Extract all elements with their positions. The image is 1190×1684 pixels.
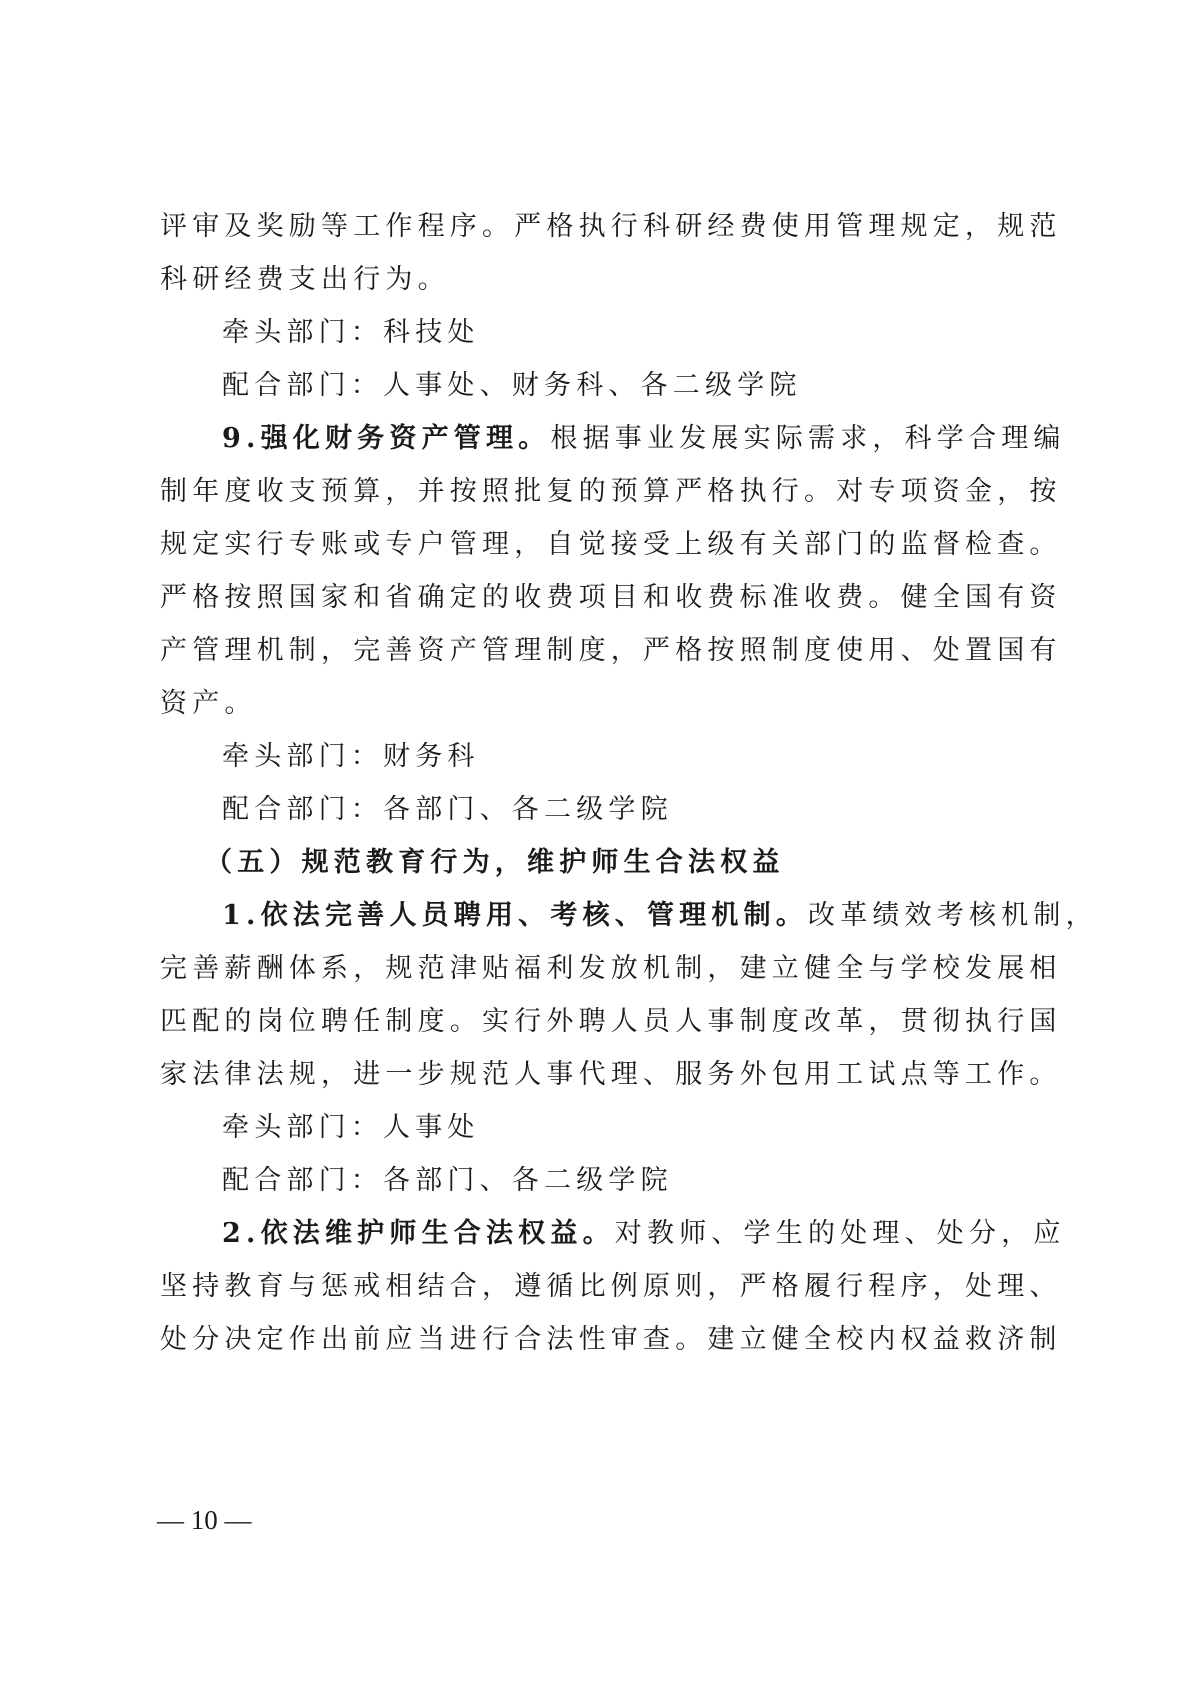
item-title: 1.依法完善人员聘用、考核、管理机制。 <box>222 900 808 931</box>
body-line: 匹配的岗位聘任制度。实行外聘人员人事制度改革，贯彻执行国 <box>160 1006 1062 1037</box>
assist-department: 配合部门：各部门、各二级学院 <box>222 1165 673 1196</box>
item-text: 改革绩效考核机制， <box>808 900 1098 931</box>
body-line: 产管理机制，完善资产管理制度，严格按照制度使用、处置国有 <box>160 635 1062 666</box>
item-title: 9.强化财务资产管理。 <box>222 423 551 454</box>
item-heading-line <box>222 419 1066 459</box>
body-line: 严格按照国家和省确定的收费项目和收费标准收费。健全国有资 <box>160 582 1062 613</box>
body-line: 规定实行专账或专户管理，自觉接受上级有关部门的监督检查。 <box>160 529 1062 560</box>
body-line: 制年度收支预算，并按照批复的预算严格执行。对专项资金，按 <box>160 476 1062 507</box>
assist-department: 配合部门：各部门、各二级学院 <box>222 794 673 825</box>
item-text: 根据事业发展实际需求，科学合理编 <box>550 423 1066 454</box>
lead-department: 牵头部门：人事处 <box>222 1112 480 1143</box>
body-line: 完善薪酬体系，规范津贴福利发放机制，建立健全与学校发展相 <box>160 953 1062 984</box>
body-line: 坚持教育与惩戒相结合，遵循比例原则，严格履行程序，处理、 <box>160 1271 1062 1302</box>
lead-department: 牵头部门：科技处 <box>222 317 480 348</box>
item-text: 对教师、学生的处理、处分，应 <box>614 1218 1066 1249</box>
body-line: 家法律法规，进一步规范人事代理、服务外包用工试点等工作。 <box>160 1059 1062 1090</box>
body-line: 资产。 <box>160 688 257 719</box>
item-heading-line <box>222 1214 1066 1254</box>
body-line: 科研经费支出行为。 <box>160 264 450 295</box>
section-heading: （五）规范教育行为，维护师生合法权益 <box>205 847 785 878</box>
page-number: — 10 — <box>157 1505 252 1535</box>
body-line: 评审及奖励等工作程序。严格执行科研经费使用管理规定，规范 <box>160 211 1062 242</box>
lead-department: 牵头部门：财务科 <box>222 741 480 772</box>
assist-department: 配合部门：人事处、财务科、各二级学院 <box>222 370 802 401</box>
item-heading-line <box>222 896 1098 936</box>
item-title: 2.依法维护师生合法权益。 <box>222 1218 615 1249</box>
body-line: 处分决定作出前应当进行合法性审查。建立健全校内权益救济制 <box>160 1324 1062 1355</box>
